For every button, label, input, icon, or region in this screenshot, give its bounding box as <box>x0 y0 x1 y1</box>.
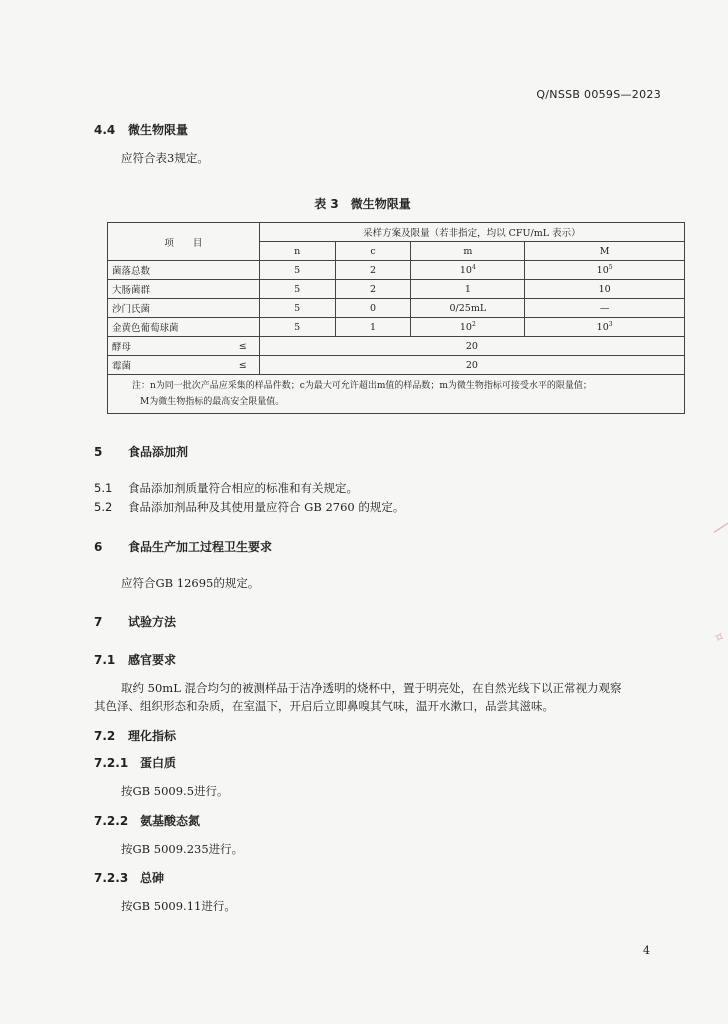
seal-stamp-icon: ✧ <box>710 628 728 648</box>
microbial-limit-table <box>107 222 685 414</box>
table-row <box>108 299 685 318</box>
table-row-mold <box>108 356 685 375</box>
section-4-4-heading <box>94 121 188 138</box>
cell-c: 0 <box>335 299 411 318</box>
section-number: 5.2 <box>94 500 113 514</box>
section-number: 7.2.2 <box>94 814 129 828</box>
row-name: 沙门氏菌 <box>108 299 260 318</box>
section-title: 理化指标 <box>128 729 177 743</box>
section-7-2-heading <box>94 727 176 744</box>
cell-n: 5 <box>259 299 335 318</box>
section-7-2-3-text: 按GB 5009.11进行。 <box>121 899 236 913</box>
section-title: 食品生产加工过程卫生要求 <box>128 540 273 554</box>
row-name: 酵母 <box>108 337 220 356</box>
section-title: 氨基酸态氮 <box>140 814 201 828</box>
cell-n: 5 <box>259 318 335 337</box>
le-symbol: ≤ <box>219 356 259 375</box>
section-title: 试验方法 <box>128 615 177 629</box>
section-5-1 <box>94 480 358 496</box>
cell-m: 1 <box>411 280 525 299</box>
limit-value: 20 <box>259 337 684 356</box>
cell-M: — <box>525 299 685 318</box>
section-title: 感官要求 <box>128 653 177 667</box>
le-symbol: ≤ <box>219 337 259 356</box>
section-number: 7.2 <box>94 729 116 743</box>
cell-n: 5 <box>259 261 335 280</box>
page-number: 4 <box>643 944 650 957</box>
cell-M: $10^3$ <box>525 318 685 337</box>
row-name: 霉菌 <box>108 356 220 375</box>
table-caption: 表 3 微生物限量 <box>314 197 411 211</box>
section-number: 7.2.1 <box>94 756 129 770</box>
section-7-1-line-2: 其色泽、组织形态和杂质，在室温下，开启后立即鼻嗅其气味，温开水漱口，品尝其滋味。 <box>94 699 554 713</box>
section-number: 7.2.3 <box>94 871 129 885</box>
cell-c: 1 <box>335 318 411 337</box>
cell-M: $10^5$ <box>525 261 685 280</box>
section-7-2-1-heading <box>94 754 176 771</box>
section-number: 4.4 <box>94 123 116 137</box>
section-7-2-2-text: 按GB 5009.235进行。 <box>121 842 244 856</box>
row-name: 金黄色葡萄球菌 <box>108 318 260 337</box>
section-text: 食品添加剂质量符合相应的标准和有关规定。 <box>128 481 358 495</box>
table-row <box>108 318 685 337</box>
cell-c: 2 <box>335 280 411 299</box>
row-name: 大肠菌群 <box>108 280 260 299</box>
row-name: 菌落总数 <box>108 261 260 280</box>
section-number: 5 <box>94 445 103 459</box>
section-number: 5.1 <box>94 481 113 495</box>
section-7-2-2-heading <box>94 812 200 829</box>
section-5-2 <box>94 499 404 515</box>
seal-stamp-icon: ╱ <box>713 518 728 538</box>
table-row <box>108 261 685 280</box>
section-4-4-text: 应符合表3规定。 <box>121 151 209 165</box>
cell-m: $10^4$ <box>411 261 525 280</box>
cell-n: 5 <box>259 280 335 299</box>
table-row-yeast <box>108 337 685 356</box>
cell-M: 10 <box>525 280 685 299</box>
table-note <box>108 375 685 414</box>
section-7-2-1-text: 按GB 5009.5进行。 <box>121 784 229 798</box>
section-title: 总砷 <box>140 871 165 885</box>
col-m: m <box>411 242 525 261</box>
section-title: 食品添加剂 <box>128 445 189 459</box>
section-7-heading <box>94 613 176 630</box>
section-6-heading <box>94 538 272 555</box>
note-line-2: M为微生物指标的最高安全限量值。 <box>140 397 285 407</box>
col-c: c <box>335 242 411 261</box>
section-7-1-line-1: 取约 50mL 混合均匀的被测样品于洁净透明的烧杯中，置于明亮处，在自然光线下以正常视力观察 <box>121 681 622 695</box>
section-7-2-3-heading <box>94 869 164 886</box>
cell-m: $10^2$ <box>411 318 525 337</box>
plan-header: 采样方案及限量（若非指定，均以 CFU/mL 表示） <box>259 223 684 242</box>
document-code: Q/NSSB 0059S—2023 <box>536 88 661 101</box>
item-header: 项 目 <box>108 223 260 261</box>
limit-value: 20 <box>259 356 684 375</box>
note-line-1: 注：n为同一批次产品应采集的样品件数；c为最大可允许超出m值的样品数；m为微生物指标可接受水平的限量值； <box>132 381 592 391</box>
col-M: M <box>525 242 685 261</box>
cell-m: 0/25mL <box>411 299 525 318</box>
section-5-heading <box>94 443 188 460</box>
cell-c: 2 <box>335 261 411 280</box>
section-title: 微生物限量 <box>128 123 189 137</box>
section-7-1-heading <box>94 651 176 668</box>
col-n: n <box>259 242 335 261</box>
section-title: 蛋白质 <box>140 756 177 770</box>
section-number: 6 <box>94 540 103 554</box>
section-number: 7 <box>94 615 103 629</box>
section-6-text: 应符合GB 12695的规定。 <box>121 576 260 590</box>
section-number: 7.1 <box>94 653 116 667</box>
section-text: 食品添加剂品种及其使用量应符合 GB 2760 的规定。 <box>128 500 405 514</box>
table-row <box>108 280 685 299</box>
